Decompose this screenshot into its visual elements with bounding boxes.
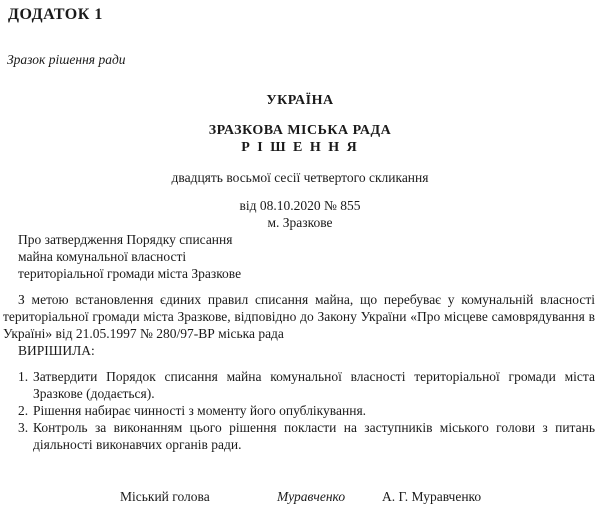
appendix-title: ДОДАТОК 1 (8, 6, 103, 23)
list-item (0, 402, 595, 419)
list-item-text: Контроль за виконанням цього рішення покласти на заступників міського голови з питань діяльності виконавчих органів ради. (33, 420, 595, 452)
session-line: двадцять восьмої сесії четвертого скликання (171, 170, 429, 185)
subject-line: Про затвердження Порядку списання (18, 232, 233, 247)
list-item (0, 419, 595, 453)
council-heading: ЗРАЗКОВА МІСЬКА РАДА (208, 123, 392, 138)
list-item-text: Затвердити Порядок списання майна комунальної власності територіальної громади міста Зразкове (додається). (33, 369, 595, 401)
list-item-number: 2. (18, 403, 29, 418)
sample-label: Зразок рішення ради (7, 52, 126, 67)
list-item-number: 3. (18, 420, 29, 435)
subject-block (18, 231, 378, 282)
list-item-number: 1. (18, 369, 29, 384)
resolution-list (0, 368, 595, 453)
date-number-line: від 08.10.2020 № 855 (239, 198, 361, 213)
signer-position-title: Міський голова (120, 489, 210, 504)
list-item (0, 368, 595, 402)
preamble-paragraph: З метою встановлення єдиних правил списання майна, що перебуває у комунальній власності територіальної громади міста Зразкове, відповідно до Закону України «Про місцеве самоврядування в Україні» від 21.05.1997 № 280/97-ВР міська рада (3, 292, 595, 341)
country-heading: УКРАЇНА (266, 93, 334, 108)
list-item-text: Рішення набирає чинності з моменту його опублікування. (33, 403, 367, 418)
subject-line: територіальної громади міста Зразкове (18, 266, 242, 281)
signature-script: Муравченко (277, 489, 346, 504)
subject-line: майна комунальної власності (18, 249, 187, 264)
signature-row (0, 488, 600, 505)
signer-full-name: А. Г. Муравченко (382, 489, 482, 504)
city-line: м. Зразкове (267, 215, 333, 230)
resolved-word: ВИРІШИЛА: (18, 343, 95, 358)
document-type-heading: Р І Ш Е Н Н Я (241, 140, 359, 155)
